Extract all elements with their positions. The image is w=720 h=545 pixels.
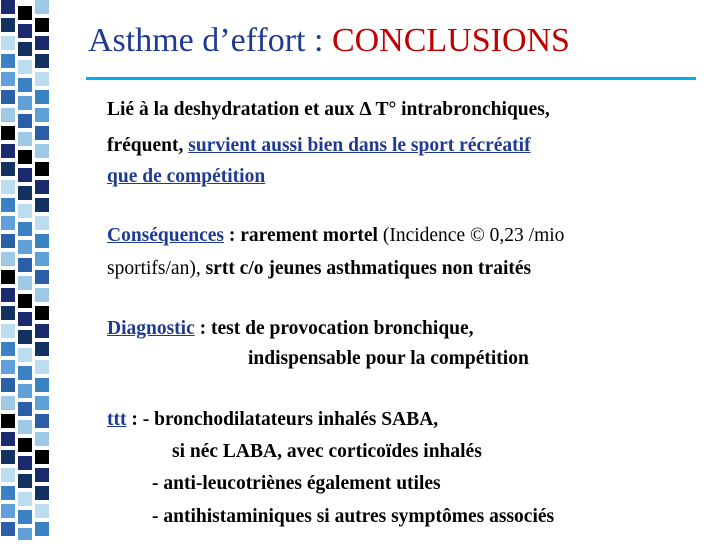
stripe-block: [1, 162, 15, 176]
stripe-block: [18, 168, 32, 182]
stripe-block: [1, 90, 15, 104]
stripe-block: [35, 180, 49, 194]
ttt-link[interactable]: ttt: [107, 409, 127, 430]
stripe-block: [1, 324, 15, 338]
stripe-block: [1, 270, 15, 284]
stripe-block: [35, 432, 49, 446]
p1-link-a[interactable]: survient aussi bien dans le sport récréatif: [188, 135, 531, 156]
stripe-block: [1, 216, 15, 230]
stripe-block: [1, 396, 15, 410]
stripe-block: [35, 162, 49, 176]
stripe-block: [35, 324, 49, 338]
stripe-block: [1, 378, 15, 392]
stripe-block: [35, 126, 49, 140]
stripe-block: [1, 522, 15, 536]
stripe-pattern: [0, 0, 52, 540]
stripe-block: [35, 270, 49, 284]
paragraph-1-line-3: [107, 163, 265, 191]
stripe-block: [1, 126, 15, 140]
stripe-block: [35, 360, 49, 374]
paragraph-2-line-1: [107, 222, 564, 250]
stripe-block: [1, 108, 15, 122]
title-highlight: CONCLUSIONS: [331, 22, 570, 59]
stripe-block: [18, 24, 32, 38]
stripe-block: [18, 42, 32, 56]
stripe-block: [18, 258, 32, 272]
paragraph-1-line-2: [107, 132, 531, 160]
stripe-block: [1, 432, 15, 446]
stripe-block: [35, 234, 49, 248]
stripe-block: [35, 288, 49, 302]
stripe-block: [35, 468, 49, 482]
stripe-block: [1, 18, 15, 32]
stripe-block: [35, 216, 49, 230]
stripe-block: [35, 90, 49, 104]
p1-link-b[interactable]: que de compétition: [107, 166, 266, 187]
stripe-block: [35, 504, 49, 518]
stripe-block: [18, 294, 32, 308]
stripe-block: [35, 108, 49, 122]
stripe-block: [18, 492, 32, 506]
stripe-block: [35, 198, 49, 212]
stripe-block: [18, 348, 32, 362]
paragraph-4-line-4: - antihistaminiques si autres symptômes associés: [152, 506, 555, 527]
stripe-block: [18, 114, 32, 128]
stripe-block: [18, 240, 32, 254]
stripe-block: [35, 486, 49, 500]
paragraph-2-line-2: [107, 255, 531, 283]
stripe-block: [35, 144, 49, 158]
stripe-block: [1, 360, 15, 374]
p1-prefix: fréquent,: [107, 135, 189, 156]
page-title: [88, 22, 698, 60]
stripe-block: [35, 396, 49, 410]
consequences-link[interactable]: Conséquences: [107, 225, 225, 246]
stripe-block: [1, 306, 15, 320]
stripe-block: [1, 144, 15, 158]
stripe-block: [18, 330, 32, 344]
stripe-block: [1, 468, 15, 482]
stripe-block: [35, 18, 49, 32]
p2-line2-bold: srtt c/o jeunes asthmatiques non traités: [205, 258, 532, 279]
stripe-block: [35, 252, 49, 266]
stripe-block: [1, 414, 15, 428]
stripe-block: [1, 486, 15, 500]
stripe-block: [1, 36, 15, 50]
stripe-block: [1, 234, 15, 248]
stripe-block: [1, 450, 15, 464]
stripe-block: [18, 150, 32, 164]
stripe-block: [35, 306, 49, 320]
stripe-block: [18, 312, 32, 326]
stripe-block: [18, 276, 32, 290]
stripe-block: [18, 96, 32, 110]
stripe-block: [35, 522, 49, 536]
stripe-block: [35, 378, 49, 392]
title-main: Asthme d’effort: [88, 22, 306, 59]
stripe-block: [18, 474, 32, 488]
stripe-block: [1, 0, 15, 14]
diagnostic-link[interactable]: Diagnostic: [107, 318, 195, 339]
stripe-block: [35, 36, 49, 50]
title-underline: [86, 77, 696, 80]
stripe-block: [35, 342, 49, 356]
p3-rest: : test de provocation bronchique,: [194, 318, 474, 339]
stripe-block: [1, 342, 15, 356]
stripe-block: [18, 402, 32, 416]
stripe-block: [1, 198, 15, 212]
stripe-block: [18, 384, 32, 398]
stripe-block: [18, 420, 32, 434]
stripe-block: [18, 132, 32, 146]
title-colon: :: [313, 22, 324, 59]
stripe-block: [1, 252, 15, 266]
p4-rest: : - bronchodilatateurs inhalés SABA,: [126, 409, 439, 430]
stripe-block: [18, 528, 32, 540]
p2-line2-normal: sportifs/an),: [107, 258, 206, 279]
paragraph-4-line-3: - anti-leucotriènes également utiles: [152, 473, 441, 494]
stripe-block: [18, 222, 32, 236]
stripe-block: [1, 504, 15, 518]
stripe-block: [35, 450, 49, 464]
stripe-block: [35, 414, 49, 428]
stripe-block: [18, 510, 32, 524]
stripe-block: [35, 54, 49, 68]
stripe-block: [1, 288, 15, 302]
stripe-block: [18, 78, 32, 92]
paragraph-4-line-2: si néc LABA, avec corticoïdes inhalés: [172, 441, 482, 462]
paragraph-3-line-2: indispensable pour la compétition: [248, 348, 529, 369]
stripe-block: [18, 366, 32, 380]
stripe-block: [1, 72, 15, 86]
stripe-block: [18, 438, 32, 452]
stripe-block: [18, 6, 32, 20]
stripe-block: [35, 72, 49, 86]
p2-bold: : rarement mortel: [224, 225, 383, 246]
stripe-block: [35, 0, 49, 14]
paragraph-3-line-1: [107, 315, 474, 343]
paragraph-4-line-1: [107, 406, 438, 434]
p2-normal: (Incidence © 0,23 /mio: [382, 225, 565, 246]
stripe-block: [18, 186, 32, 200]
stripe-block: [18, 456, 32, 470]
stripe-block: [18, 204, 32, 218]
decorative-side-stripe: [0, 0, 52, 540]
stripe-block: [1, 180, 15, 194]
stripe-block: [18, 60, 32, 74]
paragraph-1-line-1: Lié à la deshydratation et aux Δ T° intrabronchiques,: [107, 99, 550, 120]
stripe-block: [1, 54, 15, 68]
